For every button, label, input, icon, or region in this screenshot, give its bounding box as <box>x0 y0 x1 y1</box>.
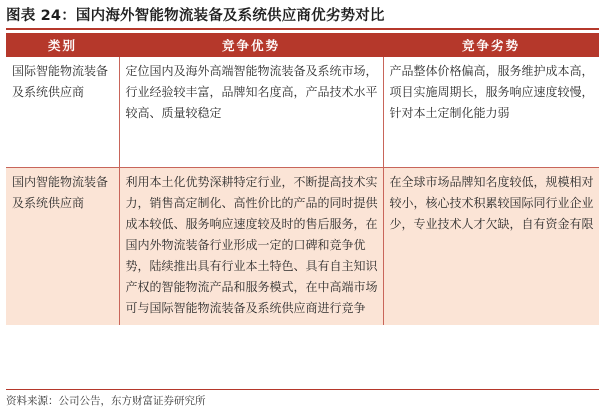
figure-title: 图表 24：国内海外智能物流装备及系统供应商优劣势对比 <box>6 8 385 24</box>
advantage-cell: 利用本土化优势深耕特定行业，不断提高技术实力，销售高定制化、高性价比的产品的同时提供成本较低、服务响应速度较及时的售后服务，在国内外物流装备行业形成一定的口碑和竞争优势，陆续推出具有行业本土特色、具有自主知识产权的智能物流产品和服务模式，在中高端市场可与国际智能物流装备及系统供应商进行竞争 <box>119 168 383 326</box>
disadvantage-cell: 产品整体价格偏高，服务维护成本高，项目实施周期长，服务响应速度较慢，针对本土定制化能力弱 <box>383 57 599 168</box>
table-bottom-rule <box>6 389 599 390</box>
comparison-table <box>6 33 599 325</box>
title-divider <box>6 28 599 30</box>
table-header-row <box>6 33 599 57</box>
header-disadvantage: 竞争劣势 <box>383 33 599 57</box>
table-row <box>6 57 599 168</box>
category-cell: 国际智能物流装备及系统供应商 <box>6 57 119 168</box>
header-advantage: 竞争优势 <box>119 33 383 57</box>
header-category: 类别 <box>6 33 119 57</box>
table-row <box>6 168 599 326</box>
source-note: 资料来源：公司公告，东方财富证券研究所 <box>6 395 206 407</box>
advantage-cell: 定位国内及海外高端智能物流装备及系统市场，行业经验较丰富，品牌知名度高，产品技术水平较高、质量较稳定 <box>119 57 383 168</box>
disadvantage-cell: 在全球市场品牌知名度较低，规模相对较小，核心技术积累较国际同行业企业少，专业技术人才欠缺，自有资金有限 <box>383 168 599 326</box>
category-cell: 国内智能物流装备及系统供应商 <box>6 168 119 326</box>
